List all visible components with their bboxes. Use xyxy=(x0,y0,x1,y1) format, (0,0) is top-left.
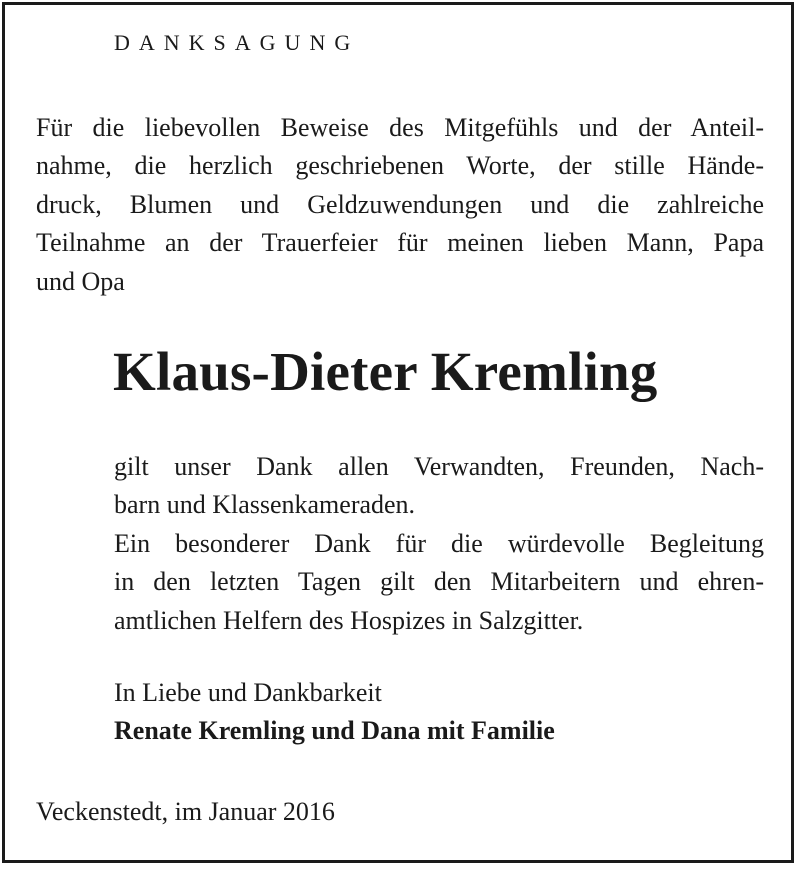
thanks-line: amtlichen Helfern des Hospizes in Salzgitter. xyxy=(114,605,584,635)
deceased-name: Klaus-Dieter Kremling xyxy=(113,341,658,402)
intro-line: und Opa xyxy=(36,266,125,296)
closing-block xyxy=(114,674,555,751)
signers: Renate Kremling und Dana mit Familie xyxy=(114,716,555,746)
intro-paragraph xyxy=(36,109,764,301)
thanks-line: in den letzten Tagen gilt den Mitarbeitern und ehren- xyxy=(114,567,764,597)
place-date: Veckenstedt, im Januar 2016 xyxy=(36,797,335,826)
thanks-line: gilt unser Dank allen Verwandten, Freunden, Nach- xyxy=(114,452,764,481)
intro-line: nahme, die herzlich geschriebenen Worte, der stille Hände- xyxy=(36,151,764,181)
thanks-line: Ein besonderer Dank für die würdevolle Begleitung xyxy=(114,528,764,558)
intro-line: Für die liebevollen Beweise des Mitgefühls und der Anteil- xyxy=(36,113,764,142)
notice-heading: DANKSAGUNG xyxy=(114,30,360,55)
intro-line: Teilnahme an der Trauerfeier für meinen lieben Mann, Papa xyxy=(36,228,764,258)
intro-line: druck, Blumen und Geldzuwendungen und die zahlreiche xyxy=(36,189,764,219)
thanks-paragraph xyxy=(114,448,764,640)
thanks-line: barn und Klassenkameraden. xyxy=(114,490,416,520)
closing-phrase: In Liebe und Dankbarkeit xyxy=(114,678,382,707)
